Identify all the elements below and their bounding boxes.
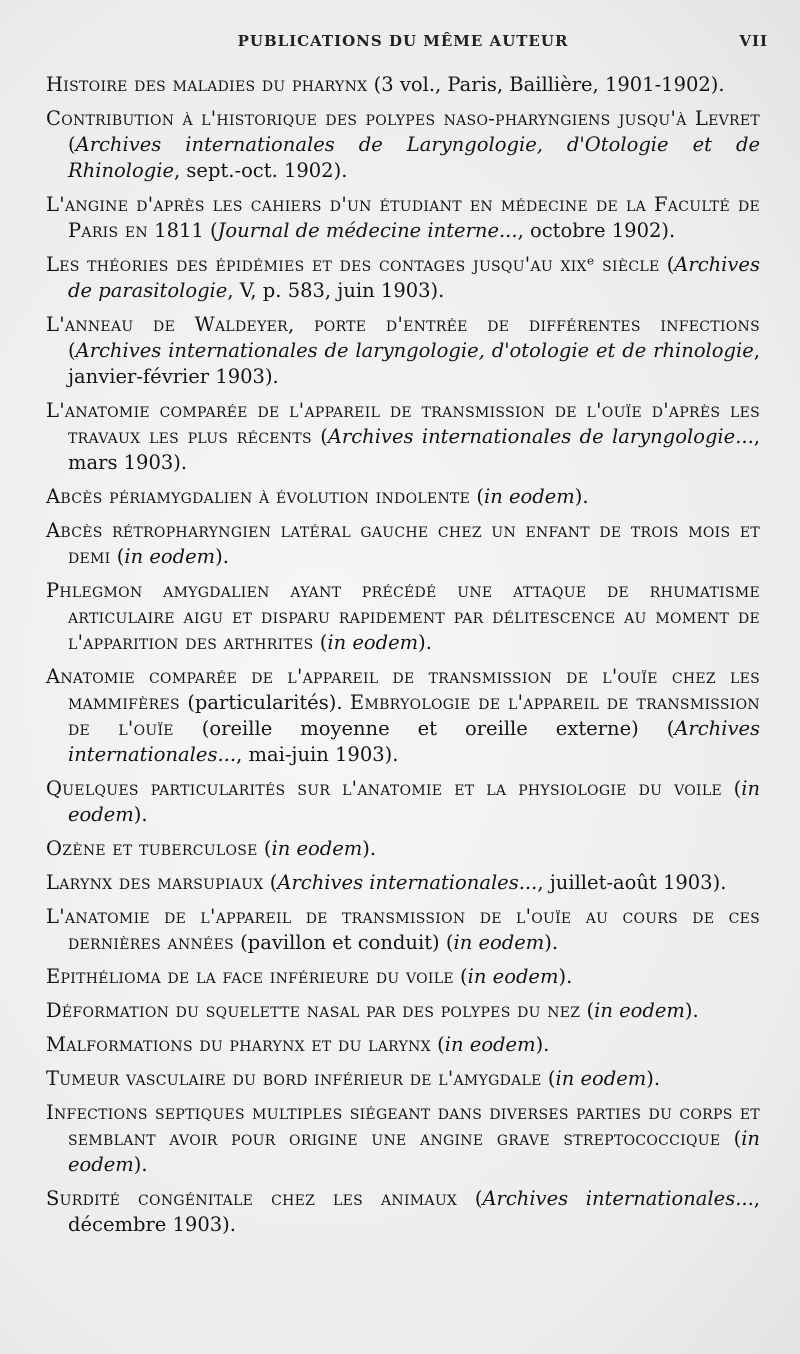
- entry-pre: (: [110, 545, 125, 568]
- entry-pre: (: [430, 1033, 445, 1056]
- publication-entry: [46, 776, 760, 828]
- entry-source: in eodem: [124, 545, 216, 568]
- entry-title: Déformation du squelette nasal par des polypes du nez: [46, 999, 581, 1022]
- entry-pre: (: [541, 1067, 556, 1090]
- entry-pre: (: [68, 339, 76, 362]
- entry-source: in eodem: [68, 777, 760, 826]
- entry-title-2: Embryologie de l'appareil de transmission de l'ouïe: [68, 691, 760, 740]
- publication-entry: [46, 964, 760, 990]
- entry-title: L'angine d'après les cahiers d'un étudiant en médecine de la Faculté de Paris en: [46, 193, 760, 242]
- entry-pre: (: [257, 837, 272, 860]
- entry-pre: (: [580, 999, 595, 1022]
- entry-reference: (3 vol., Paris, Baillière, 1901-1902).: [373, 73, 725, 96]
- entry-post: ).: [133, 1153, 148, 1176]
- entry-post: , mars 1903).: [68, 425, 760, 474]
- entry-source: Archives internationales de laryngologie...: [327, 425, 754, 448]
- entry-pre: (: [210, 219, 218, 242]
- entry-title: Quelques particularités sur l'anatomie et la physiologie du voile: [46, 777, 722, 800]
- entry-title: L'anatomie de l'appareil de transmission de l'ouïe au cours de ces dernières années: [46, 905, 760, 954]
- entry-source: Archives internationales de laryngologie, d'otologie et de rhinologie: [75, 339, 754, 362]
- entry-post: ).: [535, 1033, 550, 1056]
- entry-source: in eodem: [483, 485, 575, 508]
- publication-entry: [46, 72, 760, 98]
- entry-note-2: (oreille moyenne et oreille externe) (: [173, 717, 675, 740]
- publication-entry: [46, 518, 760, 570]
- page-number: VII: [739, 32, 768, 50]
- publication-entry: [46, 664, 760, 768]
- entry-pre: (: [311, 425, 328, 448]
- entry-source: Archives internationales...: [277, 871, 538, 894]
- entry-title: Surdité congénitale chez les animaux: [46, 1187, 458, 1210]
- entry-note: (pavillon et conduit) (: [233, 931, 454, 954]
- entry-source: Journal de médecine interne...: [217, 219, 518, 242]
- publication-entry: [46, 312, 760, 390]
- entry-pre: (: [453, 965, 468, 988]
- entry-title: Anatomie comparée de l'appareil de transmission de l'ouïe chez les mammifères: [46, 665, 760, 714]
- publication-entry: [46, 484, 760, 510]
- entry-post: ).: [544, 931, 559, 954]
- entry-source: in eodem: [555, 1067, 647, 1090]
- entry-source: in eodem: [467, 965, 559, 988]
- running-title: PUBLICATIONS DU MÊME AUTEUR: [237, 32, 569, 50]
- publication-entry: [46, 1066, 760, 1092]
- entry-title: Histoire des maladies du pharynx: [46, 73, 368, 96]
- entry-title: Tumeur vasculaire du bord inférieur de l'amygdale: [46, 1067, 542, 1090]
- publication-entry: [46, 998, 760, 1024]
- entry-title: L'anneau de Waldeyer, porte d'entrée de différentes infections: [46, 313, 760, 336]
- entry-source: in eodem: [444, 1033, 536, 1056]
- entry-pre: (: [720, 1127, 742, 1150]
- entry-title: Epithélioma de la face inférieure du voile: [46, 965, 454, 988]
- entry-source: Archives internationales de Laryngologie, d'Otologie et de Rhinologie: [68, 133, 760, 182]
- entry-title: Malformations du pharynx et du larynx: [46, 1033, 431, 1056]
- entry-title: Phlegmon amygdalien ayant précédé une attaque de rhumatisme articulaire aigu et disparu rapidement par délitescence au moment de l'apparition des arthrites: [46, 579, 760, 654]
- publication-entry: [46, 1100, 760, 1178]
- publication-entry: [46, 398, 760, 476]
- entry-post: ).: [684, 999, 699, 1022]
- entry-source: in eodem: [594, 999, 685, 1022]
- entry-post: , octobre 1902).: [517, 219, 676, 242]
- entry-post: , décembre 1903).: [68, 1187, 760, 1236]
- entry-post: ).: [133, 803, 148, 826]
- entry-pre: (: [457, 1187, 483, 1210]
- entry-post: , juillet-août 1903).: [537, 871, 727, 894]
- entry-source: in eodem: [271, 837, 363, 860]
- publication-entry: [46, 870, 760, 896]
- entry-source: in eodem: [68, 1127, 760, 1176]
- entry-title: Contribution à l'historique des polypes naso-pharyngiens jusqu'à Levret: [46, 107, 760, 130]
- entry-source: Archives internationales...: [482, 1187, 754, 1210]
- publication-entry: [46, 1032, 760, 1058]
- entry-pre: (: [659, 253, 675, 276]
- entry-title: Ozène et tuberculose: [46, 837, 258, 860]
- entry-post: , janvier-février 1903).: [68, 339, 760, 388]
- entry-source: Archives de parasitologie: [68, 253, 760, 302]
- entry-title: Infections septiques multiples siégeant dans diverses parties du corps et semblant avoir pour origine une angine grave streptococcique: [46, 1101, 760, 1150]
- entry-post: ).: [215, 545, 229, 568]
- entry-pre: (: [313, 631, 328, 654]
- entry-post: ).: [574, 485, 589, 508]
- entry-title: Les théories des épidémies et des contages jusqu'au xixᵉ siècle: [46, 253, 660, 276]
- entry-title: Abcès périamygdalien à évolution indolente: [46, 485, 471, 508]
- entry-post: , sept.-oct. 1902).: [174, 159, 348, 182]
- publication-entry: [46, 1186, 760, 1238]
- entry-post: , mai-juin 1903).: [236, 743, 399, 766]
- entry-title: Larynx des marsupiaux: [46, 871, 264, 894]
- entry-year: 1811: [147, 219, 210, 242]
- entry-pre: (: [721, 777, 742, 800]
- entry-note: (particularités).: [179, 691, 350, 714]
- publication-entry: [46, 192, 760, 244]
- entry-pre: (: [470, 485, 484, 508]
- publication-list: [46, 72, 760, 1238]
- publication-entry: [46, 252, 760, 304]
- entry-post: , V, p. 583, juin 1903).: [227, 279, 445, 302]
- publication-entry: [46, 836, 760, 862]
- entry-source: in eodem: [327, 631, 419, 654]
- entry-pre: (: [263, 871, 278, 894]
- publication-entry: [46, 106, 760, 184]
- publication-entry: [46, 578, 760, 656]
- entry-title: L'anatomie comparée de l'appareil de transmission de l'ouïe d'après les travaux les plus récents: [46, 399, 760, 448]
- entry-post: ).: [646, 1067, 661, 1090]
- running-head: [46, 32, 768, 72]
- entry-source: Archives internationales...: [68, 717, 761, 766]
- entry-post: ).: [362, 837, 377, 860]
- entry-source: in eodem: [453, 931, 545, 954]
- entry-post: ).: [418, 631, 432, 654]
- publication-entry: [46, 904, 760, 956]
- entry-title: Abcès rétropharyngien latéral gauche chez un enfant de trois mois et demi: [46, 519, 760, 568]
- entry-pre: (: [68, 133, 76, 156]
- entry-post: ).: [558, 965, 573, 988]
